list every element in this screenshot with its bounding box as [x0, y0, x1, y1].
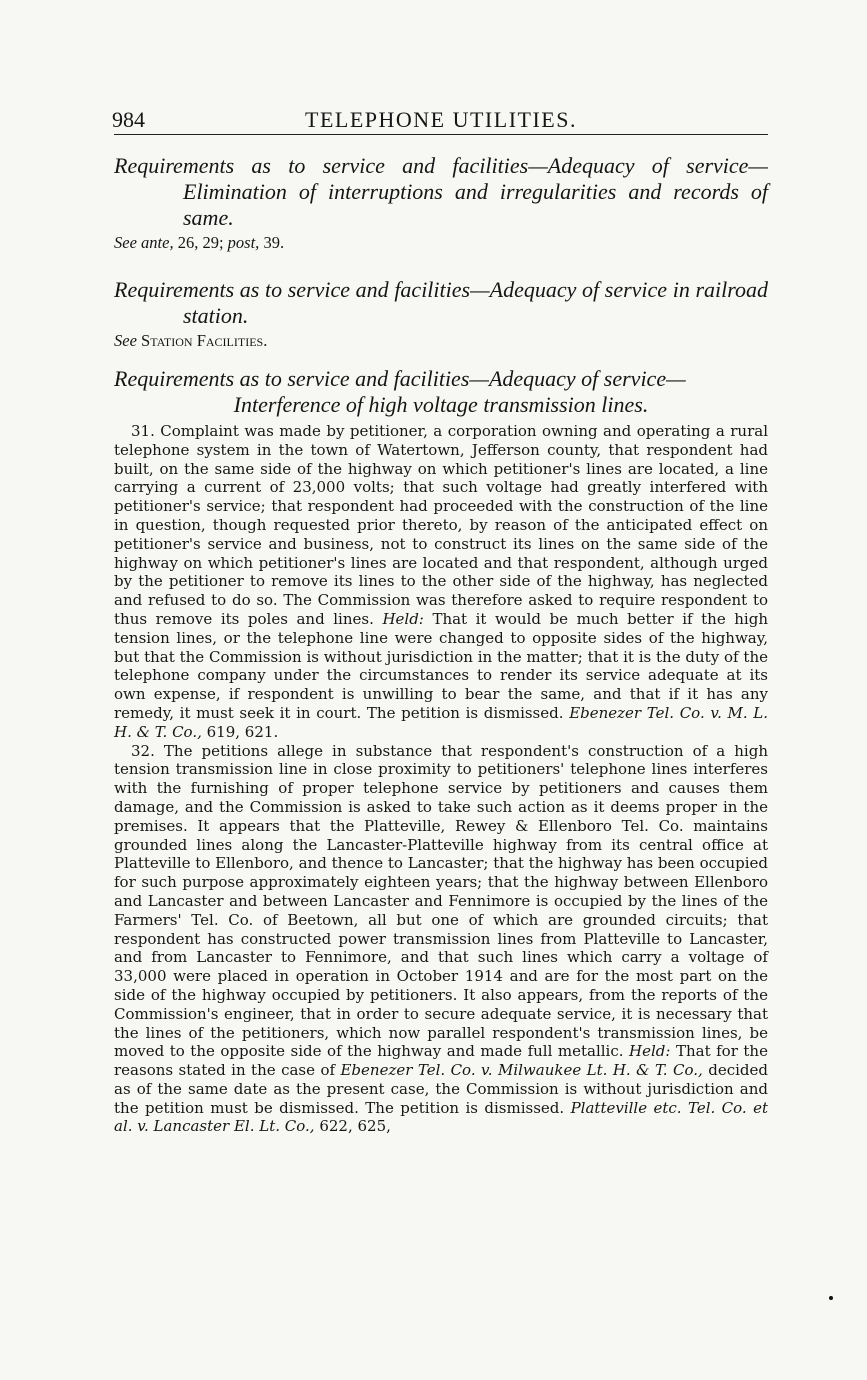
- digest-paragraph: [114, 742, 768, 1137]
- ante-pages: 26, 29;: [177, 233, 224, 252]
- heading-line: Requirements as to service and facilities—Adequacy of service—: [114, 366, 686, 391]
- citation-pages: 622, 625,: [319, 1117, 391, 1136]
- heading-line: Requirements as to service and facilities—Adequacy of service—: [114, 153, 768, 178]
- holding-text: That for the reasons stated in the case of: [114, 1042, 768, 1080]
- heading-continuation: in railroad station.: [183, 277, 768, 328]
- heading-continuation: Elimination of interruptions and irregularities and records of same.: [183, 179, 768, 230]
- paragraph-text: 32. The petitions allege in substance that respondent's construction of a high tension transmission line in close proximity to petitioners' telephone lines interferes with the furnishing of proper telephone service by petitioners and causes them damage, and the Commission is asked to take such action as it deems proper in the premises. It appears that the Platteville, Rewey & Ellenboro Tel. Co. maintains grounded lines along the Lancaster-Platteville highway from its central office at Platteville to Ellenboro, and thence to Lancaster; that the highway has been occupied for such purpose approximately eighteen years; that the highway between Ellenboro and Lancaster and between Lancaster and Fennimore is occupied by the lines of the Farmers' Tel. Co. of Beetown, all but one of which are grounded circuits; that respondent has constructed power transmission lines from Platteville to Lancaster, and from Lancaster to Fennimore, and that such lines which carry a voltage of 33,000 were placed in operation in October 1914 and are for the most part on the side of the highway occupied by petitioners. It also appears, from the reports of the Commission's engineer, that in order to secure adequate service, it is necessary that the lines of the petitioners, which now parallel respondent's transmission lines, be moved to the opposite side of the highway and made full metallic.: [114, 741, 768, 1061]
- post-label: post,: [227, 233, 260, 252]
- topic-heading: [114, 153, 768, 231]
- running-head: [114, 104, 768, 135]
- paragraph-text: 31. Complaint was made by petitioner, a corporation owning and operating a rural telephone system in the town of Watertown, Jefferson county, that respondent had built, on the same side of the highway on which petitioner's lines are located, a line carrying a current of 23,000 volts; that such voltage had greatly interfered with petitioner's service; that respondent had proceeded with the construction of the line in question, though requested prior thereto, by reason of the anticipated effect on petitioner's service and business, not to construct its lines on the same side of the highway on which petitioner's lines are located and that respondent, although urged by the petitioner to remove its lines to the other side of the highway, has neglected and refused to do so. The Commission was therefore asked to require respondent to thus remove its poles and lines.: [114, 422, 768, 628]
- held-label: Held:: [629, 1042, 671, 1061]
- case-citation: Ebenezer Tel. Co. v. M. L. H. & T. Co.,: [114, 703, 769, 741]
- see-label: See: [114, 233, 137, 252]
- ink-speck: [829, 1296, 833, 1300]
- holding-text-continued: decided as of the same date as the present case, the Commission is without jurisdiction and the petition must be dismissed. The petition is dismissed.: [114, 1061, 768, 1117]
- holding-text: That it would be much better if the high tension lines, or the telephone line were changed to opposite sides of the highway, but that the Commission is without jurisdiction in the matter; that it is the duty of the telephone company under the circumstances to render its service adequate at its own expense, if respondent is unwilling to bear the same, and that if it has any remedy, it must seek it in court. The petition is dismissed.: [114, 609, 768, 722]
- case-citation: Platteville etc. Tel. Co. et al. v. Lancaster El. Lt. Co.,: [114, 1098, 769, 1136]
- post-pages: 39.: [263, 233, 285, 252]
- book-page: [114, 104, 768, 1136]
- topic-heading-continuation: Interference of high voltage transmission lines.: [233, 392, 649, 417]
- citation-pages: 619, 621.: [206, 722, 279, 741]
- heading-line: Requirements as to service and facilities—Adequacy of service: [114, 277, 668, 302]
- topic-heading: [114, 366, 768, 392]
- page-number: 984: [112, 107, 145, 132]
- digest-paragraph: [114, 422, 768, 742]
- case-reference: Ebenezer Tel. Co. v. Milwaukee Lt. H. & T. Co.,: [340, 1061, 703, 1080]
- held-label: Held:: [382, 609, 424, 628]
- ante-label: ante,: [141, 233, 174, 252]
- cross-reference: [114, 331, 768, 351]
- topic-heading: [114, 277, 768, 329]
- cross-reference-target: Station Facilities.: [141, 331, 268, 350]
- running-title: TELEPHONE UTILITIES.: [305, 107, 577, 132]
- see-label: See: [114, 331, 137, 350]
- cross-reference: [114, 233, 768, 253]
